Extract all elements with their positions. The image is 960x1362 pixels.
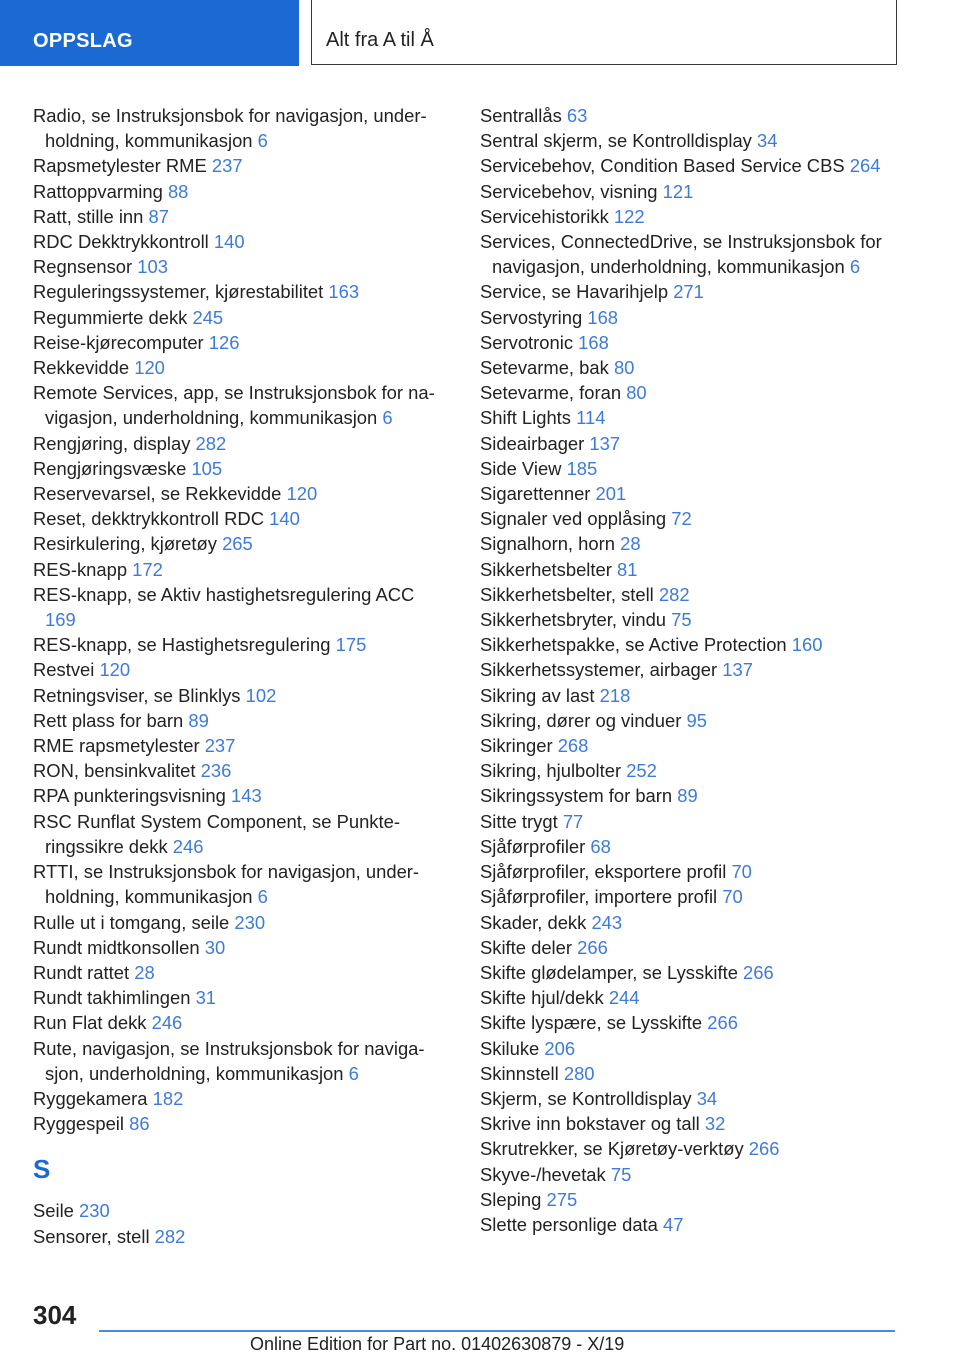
index-entry-term: Rekkevidde xyxy=(33,357,130,379)
index-entry-term: Sikkerhetsbelter xyxy=(480,558,612,580)
index-entry xyxy=(480,582,900,607)
index-entry xyxy=(33,708,448,733)
index-entry-term: Regummierte dekk xyxy=(33,306,188,328)
index-entry xyxy=(480,1187,900,1212)
index-entry-term: Seile xyxy=(33,1200,74,1222)
index-entry xyxy=(33,103,448,153)
index-entry-page-link[interactable]: 47 xyxy=(663,1213,684,1235)
index-entry xyxy=(480,153,900,178)
index-entry-term: Skifte hjul/dekk xyxy=(480,987,604,1009)
index-entry xyxy=(33,758,448,783)
index-entry-term: Rengjøringsvæske xyxy=(33,457,187,479)
index-entry-page-link[interactable]: 163 xyxy=(328,281,360,303)
index-entry-page-link[interactable]: 236 xyxy=(200,760,232,782)
index-entry xyxy=(480,179,900,204)
index-entry-page-link[interactable]: 95 xyxy=(686,709,707,731)
index-entry-term: Setevarme, foran xyxy=(480,382,622,404)
index-entry-page-link[interactable]: 143 xyxy=(231,785,262,807)
index-entry xyxy=(33,1010,448,1035)
index-entry xyxy=(480,557,900,582)
index-entry-term: Services, ConnectedDrive, se Instruksjonsbok for navigasjon, underholdning, kommunikasjon xyxy=(480,231,882,278)
index-entry-page-link[interactable]: 88 xyxy=(167,180,189,202)
index-entry-term: Skinnstell xyxy=(480,1062,559,1084)
index-entry-term: Servotronic xyxy=(480,331,574,353)
index-entry-page-link[interactable]: 114 xyxy=(576,407,606,429)
index-entry xyxy=(480,985,900,1010)
index-entry-term: Sikring, dører og vinduer xyxy=(480,709,682,731)
index-entry-page-link[interactable]: 102 xyxy=(245,684,277,706)
index-list-s-continued xyxy=(480,103,900,1237)
footer-divider xyxy=(99,1330,895,1332)
index-entry-page-link[interactable]: 70 xyxy=(722,886,743,908)
index-entry-page-link[interactable]: 252 xyxy=(626,760,657,782)
index-entry-page-link[interactable]: 282 xyxy=(195,432,227,454)
index-entry-page-link[interactable]: 168 xyxy=(587,306,619,328)
index-entry-page-link[interactable]: 218 xyxy=(599,684,631,706)
index-entry-term: Sikringssystem for barn xyxy=(480,785,673,807)
index-entry-page-link[interactable]: 172 xyxy=(132,558,163,580)
page-number: 304 xyxy=(33,1300,77,1330)
index-entry xyxy=(480,708,900,733)
index-entry-page-link[interactable]: 280 xyxy=(563,1062,595,1084)
index-entry xyxy=(33,859,448,909)
index-entry xyxy=(480,405,900,430)
index-entry-page-link[interactable]: 266 xyxy=(707,1012,738,1034)
index-entry-term: Servicebehov, Condition Based Service CBS xyxy=(480,155,845,177)
index-entry-term: RES-knapp, se Aktiv hastighetsregulering ACC xyxy=(33,583,415,605)
index-entry xyxy=(480,607,900,632)
index-column-right xyxy=(480,103,900,1237)
index-entry-page-link[interactable]: 243 xyxy=(591,911,623,933)
index-entry xyxy=(33,305,448,330)
index-entry-term: Signalhorn, horn xyxy=(480,533,615,555)
header-title: Alt fra A til Å xyxy=(326,29,434,51)
index-entry-page-link[interactable]: 6 xyxy=(257,886,268,908)
index-entry xyxy=(480,1010,900,1035)
index-entry-term: Sleping xyxy=(480,1188,542,1210)
index-entry-page-link[interactable]: 237 xyxy=(204,735,236,757)
index-entry xyxy=(480,834,900,859)
index-entry xyxy=(480,128,900,153)
index-entry-page-link[interactable]: 89 xyxy=(188,709,209,731)
index-entry-page-link[interactable]: 6 xyxy=(348,1062,359,1084)
index-entry xyxy=(33,204,448,229)
index-entry-term: RSC Runflat System Component, se Punkte-ringssikre dekk xyxy=(33,810,400,857)
index-entry-term: Sjåførprofiler xyxy=(480,835,586,857)
index-entry-term: Signaler ved opplåsing xyxy=(480,508,667,530)
index-entry-page-link[interactable]: 6 xyxy=(382,407,393,429)
header-section-label: OPPSLAG xyxy=(33,30,133,52)
index-entry xyxy=(480,1212,900,1237)
index-entry-term: Rengjøring, display xyxy=(33,432,191,454)
index-entry-term: Run Flat dekk xyxy=(33,1012,147,1034)
index-entry-term: Side View xyxy=(480,457,562,479)
index-entry xyxy=(33,279,448,304)
index-entry-page-link[interactable]: 75 xyxy=(671,609,692,631)
index-entry xyxy=(480,884,900,909)
index-entry-page-link[interactable]: 68 xyxy=(590,835,611,857)
index-entry xyxy=(480,809,900,834)
index-entry-term: Sikringer xyxy=(480,735,553,757)
index-entry-term: Rundt rattet xyxy=(33,961,130,983)
index-entry-term: Sigarettenner xyxy=(480,483,591,505)
index-entry-term: Sensorer, stell xyxy=(33,1225,150,1247)
index-entry-page-link[interactable]: 137 xyxy=(589,432,621,454)
index-entry-term: Ryggespeil xyxy=(33,1113,124,1135)
index-entry xyxy=(480,960,900,985)
index-entry-page-link[interactable]: 80 xyxy=(626,382,647,404)
index-entry-page-link[interactable]: 168 xyxy=(578,331,609,353)
index-entry-page-link[interactable]: 137 xyxy=(722,659,753,681)
index-entry-term: Ryggekamera xyxy=(33,1087,148,1109)
index-entry-page-link[interactable]: 245 xyxy=(192,306,224,328)
index-entry xyxy=(33,657,448,682)
index-entry-page-link[interactable]: 266 xyxy=(577,936,608,958)
index-entry xyxy=(33,1086,448,1111)
index-entry-term: Rapsmetylester RME xyxy=(33,155,207,177)
index-entry-page-link[interactable]: 34 xyxy=(696,1087,718,1109)
index-entry-term: RME rapsmetylester xyxy=(33,735,200,757)
index-entry xyxy=(33,531,448,556)
index-entry-page-link[interactable]: 105 xyxy=(191,457,223,479)
footer-edition: Online Edition for Part no. 01402630879 - X/19 xyxy=(250,1334,625,1354)
index-entry xyxy=(480,1086,900,1111)
index-entry-term: Sideairbager xyxy=(480,432,585,454)
index-entry-page-link[interactable]: 185 xyxy=(566,457,598,479)
index-entry-term: Reservevarsel, se Rekkevidde xyxy=(33,483,282,505)
index-entry-page-link[interactable]: 103 xyxy=(137,256,168,278)
index-entry-page-link[interactable]: 264 xyxy=(849,155,881,177)
index-entry-page-link[interactable]: 282 xyxy=(658,583,690,605)
index-entry-page-link[interactable]: 75 xyxy=(610,1163,632,1185)
index-entry-term: Resirkulering, kjøretøy xyxy=(33,533,217,555)
index-entry-page-link[interactable]: 206 xyxy=(544,1037,576,1059)
index-entry-page-link[interactable]: 160 xyxy=(791,634,823,656)
index-entry xyxy=(480,683,900,708)
index-entry-page-link[interactable]: 120 xyxy=(134,357,165,379)
index-entry xyxy=(33,1036,448,1086)
index-entry xyxy=(33,910,448,935)
index-entry xyxy=(480,910,900,935)
index-entry-page-link[interactable]: 244 xyxy=(608,987,640,1009)
index-entry xyxy=(33,254,448,279)
index-entry-term: Sikkerhetspakke, se Active Protection xyxy=(480,634,787,656)
index-entry-page-link[interactable]: 246 xyxy=(172,835,204,857)
index-entry-term: Restvei xyxy=(33,659,95,681)
index-entry-term: RON, bensinkvalitet xyxy=(33,760,196,782)
index-entry-term: Sikring av last xyxy=(480,684,595,706)
index-entry xyxy=(33,179,448,204)
index-entry xyxy=(480,859,900,884)
index-entry xyxy=(480,431,900,456)
index-entry-term: Retningsviser, se Blinklys xyxy=(33,684,241,706)
index-entry-page-link[interactable]: 201 xyxy=(595,483,627,505)
index-entry xyxy=(33,632,448,657)
index-entry-term: Skiluke xyxy=(480,1037,540,1059)
index-entry-page-link[interactable]: 282 xyxy=(154,1225,186,1247)
index-entry-page-link[interactable]: 175 xyxy=(335,634,367,656)
index-entry xyxy=(480,229,900,279)
index-entry-page-link[interactable]: 81 xyxy=(617,558,638,580)
index-entry-term: Rundt midtkonsollen xyxy=(33,936,200,958)
index-entry-page-link[interactable]: 70 xyxy=(731,861,752,883)
index-entry xyxy=(480,758,900,783)
index-entry-page-link[interactable]: 271 xyxy=(673,281,704,303)
index-entry-term: Skrive inn bokstaver og tall xyxy=(480,1113,700,1135)
index-entry xyxy=(33,683,448,708)
index-entry xyxy=(480,103,900,128)
index-entry-term: Setevarme, bak xyxy=(480,357,609,379)
index-entry xyxy=(480,733,900,758)
index-entry xyxy=(480,506,900,531)
header-section-tab xyxy=(0,0,299,66)
index-entry-term: Ratt, stille inn xyxy=(33,205,144,227)
index-entry xyxy=(480,1162,900,1187)
index-entry xyxy=(33,355,448,380)
index-entry xyxy=(33,431,448,456)
index-entry-term: RDC Dekktrykkontroll xyxy=(33,231,209,253)
index-entry-term: Regnsensor xyxy=(33,256,133,278)
index-entry-term: RPA punkteringsvisning xyxy=(33,785,226,807)
index-entry-page-link[interactable]: 230 xyxy=(234,911,266,933)
index-entry-page-link[interactable]: 87 xyxy=(148,205,169,227)
index-entry-term: Sitte trygt xyxy=(480,810,558,832)
index-entry-page-link[interactable]: 120 xyxy=(286,483,318,505)
index-entry-page-link[interactable]: 30 xyxy=(204,936,226,958)
index-entry-term: Sikring, hjulbolter xyxy=(480,760,622,782)
index-list-r xyxy=(33,103,448,1136)
index-entry-page-link[interactable]: 34 xyxy=(757,130,778,152)
index-entry xyxy=(33,733,448,758)
header-title-box xyxy=(311,0,897,65)
index-entry xyxy=(480,204,900,229)
index-entry-page-link[interactable]: 120 xyxy=(99,659,131,681)
index-entry xyxy=(33,1198,448,1223)
index-entry-term: Service, se Havarihjelp xyxy=(480,281,669,303)
index-entry xyxy=(33,506,448,531)
index-entry-page-link[interactable]: 32 xyxy=(704,1113,726,1135)
index-entry-term: Sentral skjerm, se Kontrolldisplay xyxy=(480,130,752,152)
index-entry xyxy=(480,531,900,556)
index-entry-page-link[interactable]: 246 xyxy=(151,1012,183,1034)
index-entry-term: Reset, dekktrykkontroll RDC xyxy=(33,508,264,530)
index-entry-term: Skyve-/hevetak xyxy=(480,1163,606,1185)
index-entry-page-link[interactable]: 182 xyxy=(152,1087,184,1109)
index-entry xyxy=(33,229,448,254)
index-entry-term: Skjerm, se Kontrolldisplay xyxy=(480,1087,692,1109)
index-entry-page-link[interactable]: 28 xyxy=(620,533,641,555)
index-entry-page-link[interactable]: 80 xyxy=(613,357,635,379)
index-entry-page-link[interactable]: 230 xyxy=(79,1200,110,1222)
index-entry-page-link[interactable]: 63 xyxy=(566,105,588,126)
index-entry-page-link[interactable]: 122 xyxy=(613,205,645,227)
index-entry-page-link[interactable]: 140 xyxy=(269,508,300,530)
index-entry-page-link[interactable]: 237 xyxy=(211,155,243,177)
index-entry xyxy=(33,380,448,430)
index-entry xyxy=(480,305,900,330)
index-list-s xyxy=(33,1198,448,1248)
index-entry-page-link[interactable]: 126 xyxy=(208,331,240,353)
index-entry-term: RTTI, se Instruksjonsbok for navigasjon, under-holdning, kommunikasjon xyxy=(33,861,420,908)
index-entry xyxy=(480,380,900,405)
index-entry-term: Sikkerhetsbelter, stell xyxy=(480,583,654,605)
index-entry-term: RES-knapp, se Hastighetsregulering xyxy=(33,634,331,656)
index-entry-term: Slette personlige data xyxy=(480,1213,658,1235)
index-entry xyxy=(480,1061,900,1086)
index-entry-term: RES-knapp xyxy=(33,558,128,580)
index-entry-term: Rulle ut i tomgang, seile xyxy=(33,911,230,933)
index-entry-term: Radio, se Instruksjonsbok for navigasjon, under-holdning, kommunikasjon xyxy=(33,105,427,152)
index-entry-page-link[interactable]: 72 xyxy=(671,508,692,530)
index-entry-term: Sjåførprofiler, importere profil xyxy=(480,886,718,908)
index-entry xyxy=(33,935,448,960)
index-entry-page-link[interactable]: 86 xyxy=(129,1113,150,1135)
index-entry-term: Skifte deler xyxy=(480,936,572,958)
index-entry-term: Sjåførprofiler, eksportere profil xyxy=(480,861,727,883)
index-entry xyxy=(33,1224,448,1249)
index-entry-page-link[interactable]: 266 xyxy=(748,1138,780,1160)
index-entry xyxy=(33,557,448,582)
index-entry xyxy=(33,985,448,1010)
index-entry-page-link[interactable]: 6 xyxy=(849,256,861,278)
index-entry-term: Reise-kjørecomputer xyxy=(33,331,204,353)
index-entry xyxy=(33,456,448,481)
index-entry xyxy=(480,1111,900,1136)
index-entry xyxy=(33,783,448,808)
index-entry xyxy=(33,1111,448,1136)
index-entry xyxy=(480,632,900,657)
index-entry-page-link[interactable]: 89 xyxy=(677,785,698,807)
index-entry-term: Servicehistorikk xyxy=(480,205,609,227)
index-entry-term: Rute, navigasjon, se Instruksjonsbok for naviga-sjon, underholdning, kommunikasjon xyxy=(33,1037,425,1084)
index-entry-term: Rattoppvarming xyxy=(33,180,163,202)
index-entry-term: Skrutrekker, se Kjøretøy-verktøy xyxy=(480,1138,744,1160)
index-entry-term: Skifte lyspære, se Lysskifte xyxy=(480,1012,703,1034)
index-column-left xyxy=(33,103,448,1249)
index-entry xyxy=(480,330,900,355)
index-entry xyxy=(33,809,448,859)
index-entry-term: Reguleringssystemer, kjørestabilitet xyxy=(33,281,324,303)
index-entry-page-link[interactable]: 169 xyxy=(45,609,76,631)
index-entry-page-link[interactable]: 121 xyxy=(662,180,694,202)
index-entry xyxy=(33,330,448,355)
index-entry-term: Rett plass for barn xyxy=(33,709,184,731)
index-entry xyxy=(480,456,900,481)
index-entry-term: Skader, dekk xyxy=(480,911,587,933)
index-entry-page-link[interactable]: 275 xyxy=(546,1188,578,1210)
index-entry xyxy=(33,582,448,632)
index-entry xyxy=(480,1036,900,1061)
index-entry-term: Sikkerhetsbryter, vindu xyxy=(480,609,667,631)
index-entry xyxy=(480,1136,900,1161)
index-entry-term: Sikkerhetssystemer, airbager xyxy=(480,659,718,681)
index-entry-page-link[interactable]: 265 xyxy=(222,533,253,555)
index-entry xyxy=(480,783,900,808)
index-entry-term: Shift Lights xyxy=(480,407,571,429)
index-entry-term: Remote Services, app, se Instruksjonsbok for na-vigasjon, underholdning, kommunikasjon xyxy=(33,382,435,429)
index-entry-page-link[interactable]: 140 xyxy=(213,231,245,253)
index-entry-page-link[interactable]: 268 xyxy=(557,735,589,757)
index-entry-term: Sentrallås xyxy=(480,105,562,126)
index-entry-page-link[interactable]: 77 xyxy=(562,810,584,832)
index-entry-term: Servicebehov, visning xyxy=(480,180,658,202)
index-entry xyxy=(480,935,900,960)
index-entry-term: Servostyring xyxy=(480,306,583,328)
index-entry-page-link[interactable]: 6 xyxy=(257,130,268,152)
index-entry xyxy=(480,481,900,506)
index-entry-page-link[interactable]: 28 xyxy=(134,961,155,983)
index-entry-term: Skifte glødelamper, se Lysskifte xyxy=(480,961,738,983)
section-letter-s: S xyxy=(33,1154,51,1185)
index-entry xyxy=(33,960,448,985)
index-entry xyxy=(480,657,900,682)
index-entry-term: Rundt takhimlingen xyxy=(33,987,191,1009)
index-entry-page-link[interactable]: 31 xyxy=(195,987,217,1009)
index-entry xyxy=(33,481,448,506)
index-entry xyxy=(33,153,448,178)
index-entry-page-link[interactable]: 266 xyxy=(743,961,774,983)
index-entry xyxy=(480,355,900,380)
index-entry xyxy=(480,279,900,304)
